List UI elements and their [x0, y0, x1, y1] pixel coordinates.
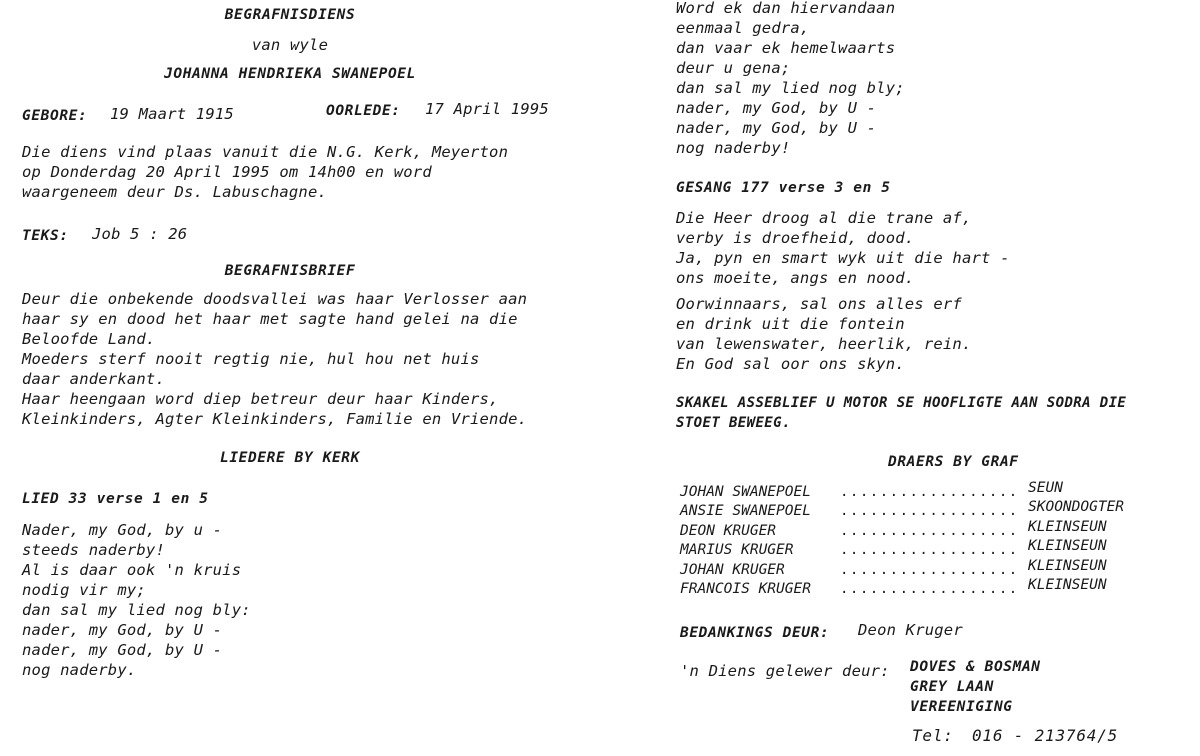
brief-line: daar anderkant.: [22, 370, 165, 388]
pallbearer-leader: ..................: [840, 581, 1019, 597]
pallbearer-name: JOHAN KRUGER: [680, 562, 785, 578]
deceased-name: JOHANNA HENDRIEKA SWANEPOEL: [164, 66, 416, 82]
teks-label: TEKS:: [22, 228, 69, 244]
pallbearer-relation: KLEINSEUN: [1028, 538, 1107, 554]
bedankings-label: BEDANKINGS DEUR:: [680, 625, 830, 641]
liedere-title: LIEDERE BY KERK: [220, 450, 360, 466]
lied-line: nog naderby.: [22, 661, 137, 679]
service-line: waargeneem deur Ds. Labuschagne.: [22, 183, 328, 201]
lied-continued-line: nog naderby!: [676, 139, 791, 157]
brief-line: Moeders sterf nooit regtig nie, hul hou net huis: [22, 350, 480, 368]
undertaker-line: DOVES & BOSMAN: [910, 659, 1041, 675]
lied-heading: LIED 33 verse 1 en 5: [22, 491, 209, 507]
pallbearer-name: MARIUS KRUGER: [680, 542, 794, 558]
brief-line: Beloofde Land.: [22, 330, 156, 348]
brief-line: Haar heengaan word diep betreur deur haar Kinders,: [22, 390, 499, 408]
lied-continued-line: deur u gena;: [676, 59, 791, 77]
brief-title: BEGRAFNISBRIEF: [224, 263, 356, 279]
pallbearer-leader: ..................: [840, 523, 1019, 539]
headlights-notice: STOET BEWEEG.: [676, 415, 791, 431]
van-wyle: van wyle: [251, 36, 329, 54]
pallbearer-relation: SEUN: [1028, 480, 1063, 496]
gesang-heading: GESANG 177 verse 3 en 5: [676, 180, 891, 196]
gebore-date: 19 Maart 1915: [110, 105, 234, 123]
tel-label: Tel:: [912, 726, 954, 745]
brief-line: Deur die onbekende doodsvallei was haar Verlosser aan: [22, 290, 528, 308]
oorlede-label: OORLEDE:: [326, 103, 401, 119]
diens-label: 'n Diens gelewer deur:: [680, 662, 890, 680]
gesang-line: van lewenswater, heerlik, rein.: [676, 335, 972, 353]
lied-continued-line: dan vaar ek hemelwaarts: [676, 39, 896, 57]
lied-continued-line: Word ek dan hiervandaan: [676, 0, 896, 17]
pallbearer-leader: ..................: [840, 562, 1019, 578]
lied-line: dan sal my lied nog bly:: [22, 601, 251, 619]
pallbearer-relation: KLEINSEUN: [1028, 577, 1107, 593]
lied-line: nodig vir my;: [22, 581, 146, 599]
lied-continued-line: nader, my God, by U -: [676, 119, 877, 137]
tel-value: 016 - 213764/5: [972, 726, 1119, 745]
lied-line: nader, my God, by U -: [22, 621, 223, 639]
brief-line: Kleinkinders, Agter Kleinkinders, Familie en Vriende.: [22, 410, 528, 428]
gebore-label: GEBORE:: [22, 108, 88, 124]
service-line: Die diens vind plaas vanuit die N.G. Kerk, Meyerton: [22, 143, 509, 161]
pallbearer-name: FRANCOIS KRUGER: [680, 581, 811, 597]
pallbearer-leader: ..................: [840, 484, 1019, 500]
gesang-line: en drink uit die fontein: [676, 315, 905, 333]
undertaker-line: GREY LAAN: [910, 679, 994, 695]
pallbearer-relation: SKOONDOGTER: [1028, 499, 1125, 515]
lied-line: nader, my God, by U -: [22, 641, 223, 659]
gesang-line: Oorwinnaars, sal ons alles erf: [676, 295, 962, 313]
headlights-notice: SKAKEL ASSEBLIEF U MOTOR SE HOOFLIGTE AAN SODRA DIE: [676, 395, 1127, 411]
lied-line: Al is daar ook 'n kruis: [22, 561, 242, 579]
brief-line: haar sy en dood het haar met sagte hand gelei na die: [22, 310, 518, 328]
gesang-line: En God sal oor ons skyn.: [676, 355, 905, 373]
undertaker-line: VEREENIGING: [910, 699, 1013, 715]
lied-continued-line: nader, my God, by U -: [676, 99, 877, 117]
pallbearer-name: DEON KRUGER: [680, 523, 777, 539]
pallbearer-relation: KLEINSEUN: [1028, 558, 1107, 574]
pallbearer-name: ANSIE SWANEPOEL: [680, 503, 811, 519]
oorlede-date: 17 April 1995: [425, 100, 549, 118]
bedankings-name: Deon Kruger: [858, 621, 963, 639]
lied-continued-line: eenmaal gedra,: [676, 19, 810, 37]
lied-line: steeds naderby!: [22, 541, 165, 559]
gesang-line: verby is droefheid, dood.: [676, 229, 915, 247]
pallbearer-relation: KLEINSEUN: [1028, 519, 1107, 535]
draers-title: DRAERS BY GRAF: [888, 454, 1019, 470]
gesang-line: Ja, pyn en smart wyk uit die hart -: [676, 249, 1010, 267]
lied-continued-line: dan sal my lied nog bly;: [676, 79, 905, 97]
service-title: BEGRAFNISDIENS: [224, 7, 356, 23]
gesang-line: Die Heer droog al die trane af,: [676, 209, 972, 227]
pallbearer-name: JOHAN SWANEPOEL: [680, 484, 811, 500]
right-page: [600, 0, 1200, 756]
teks-value: Job 5 : 26: [92, 225, 188, 243]
service-line: op Donderdag 20 April 1995 om 14h00 en word: [22, 163, 432, 181]
pallbearer-leader: ..................: [840, 503, 1019, 519]
lied-line: Nader, my God, by u -: [22, 521, 223, 539]
pallbearer-leader: ..................: [840, 542, 1019, 558]
gesang-line: ons moeite, angs en nood.: [676, 269, 915, 287]
